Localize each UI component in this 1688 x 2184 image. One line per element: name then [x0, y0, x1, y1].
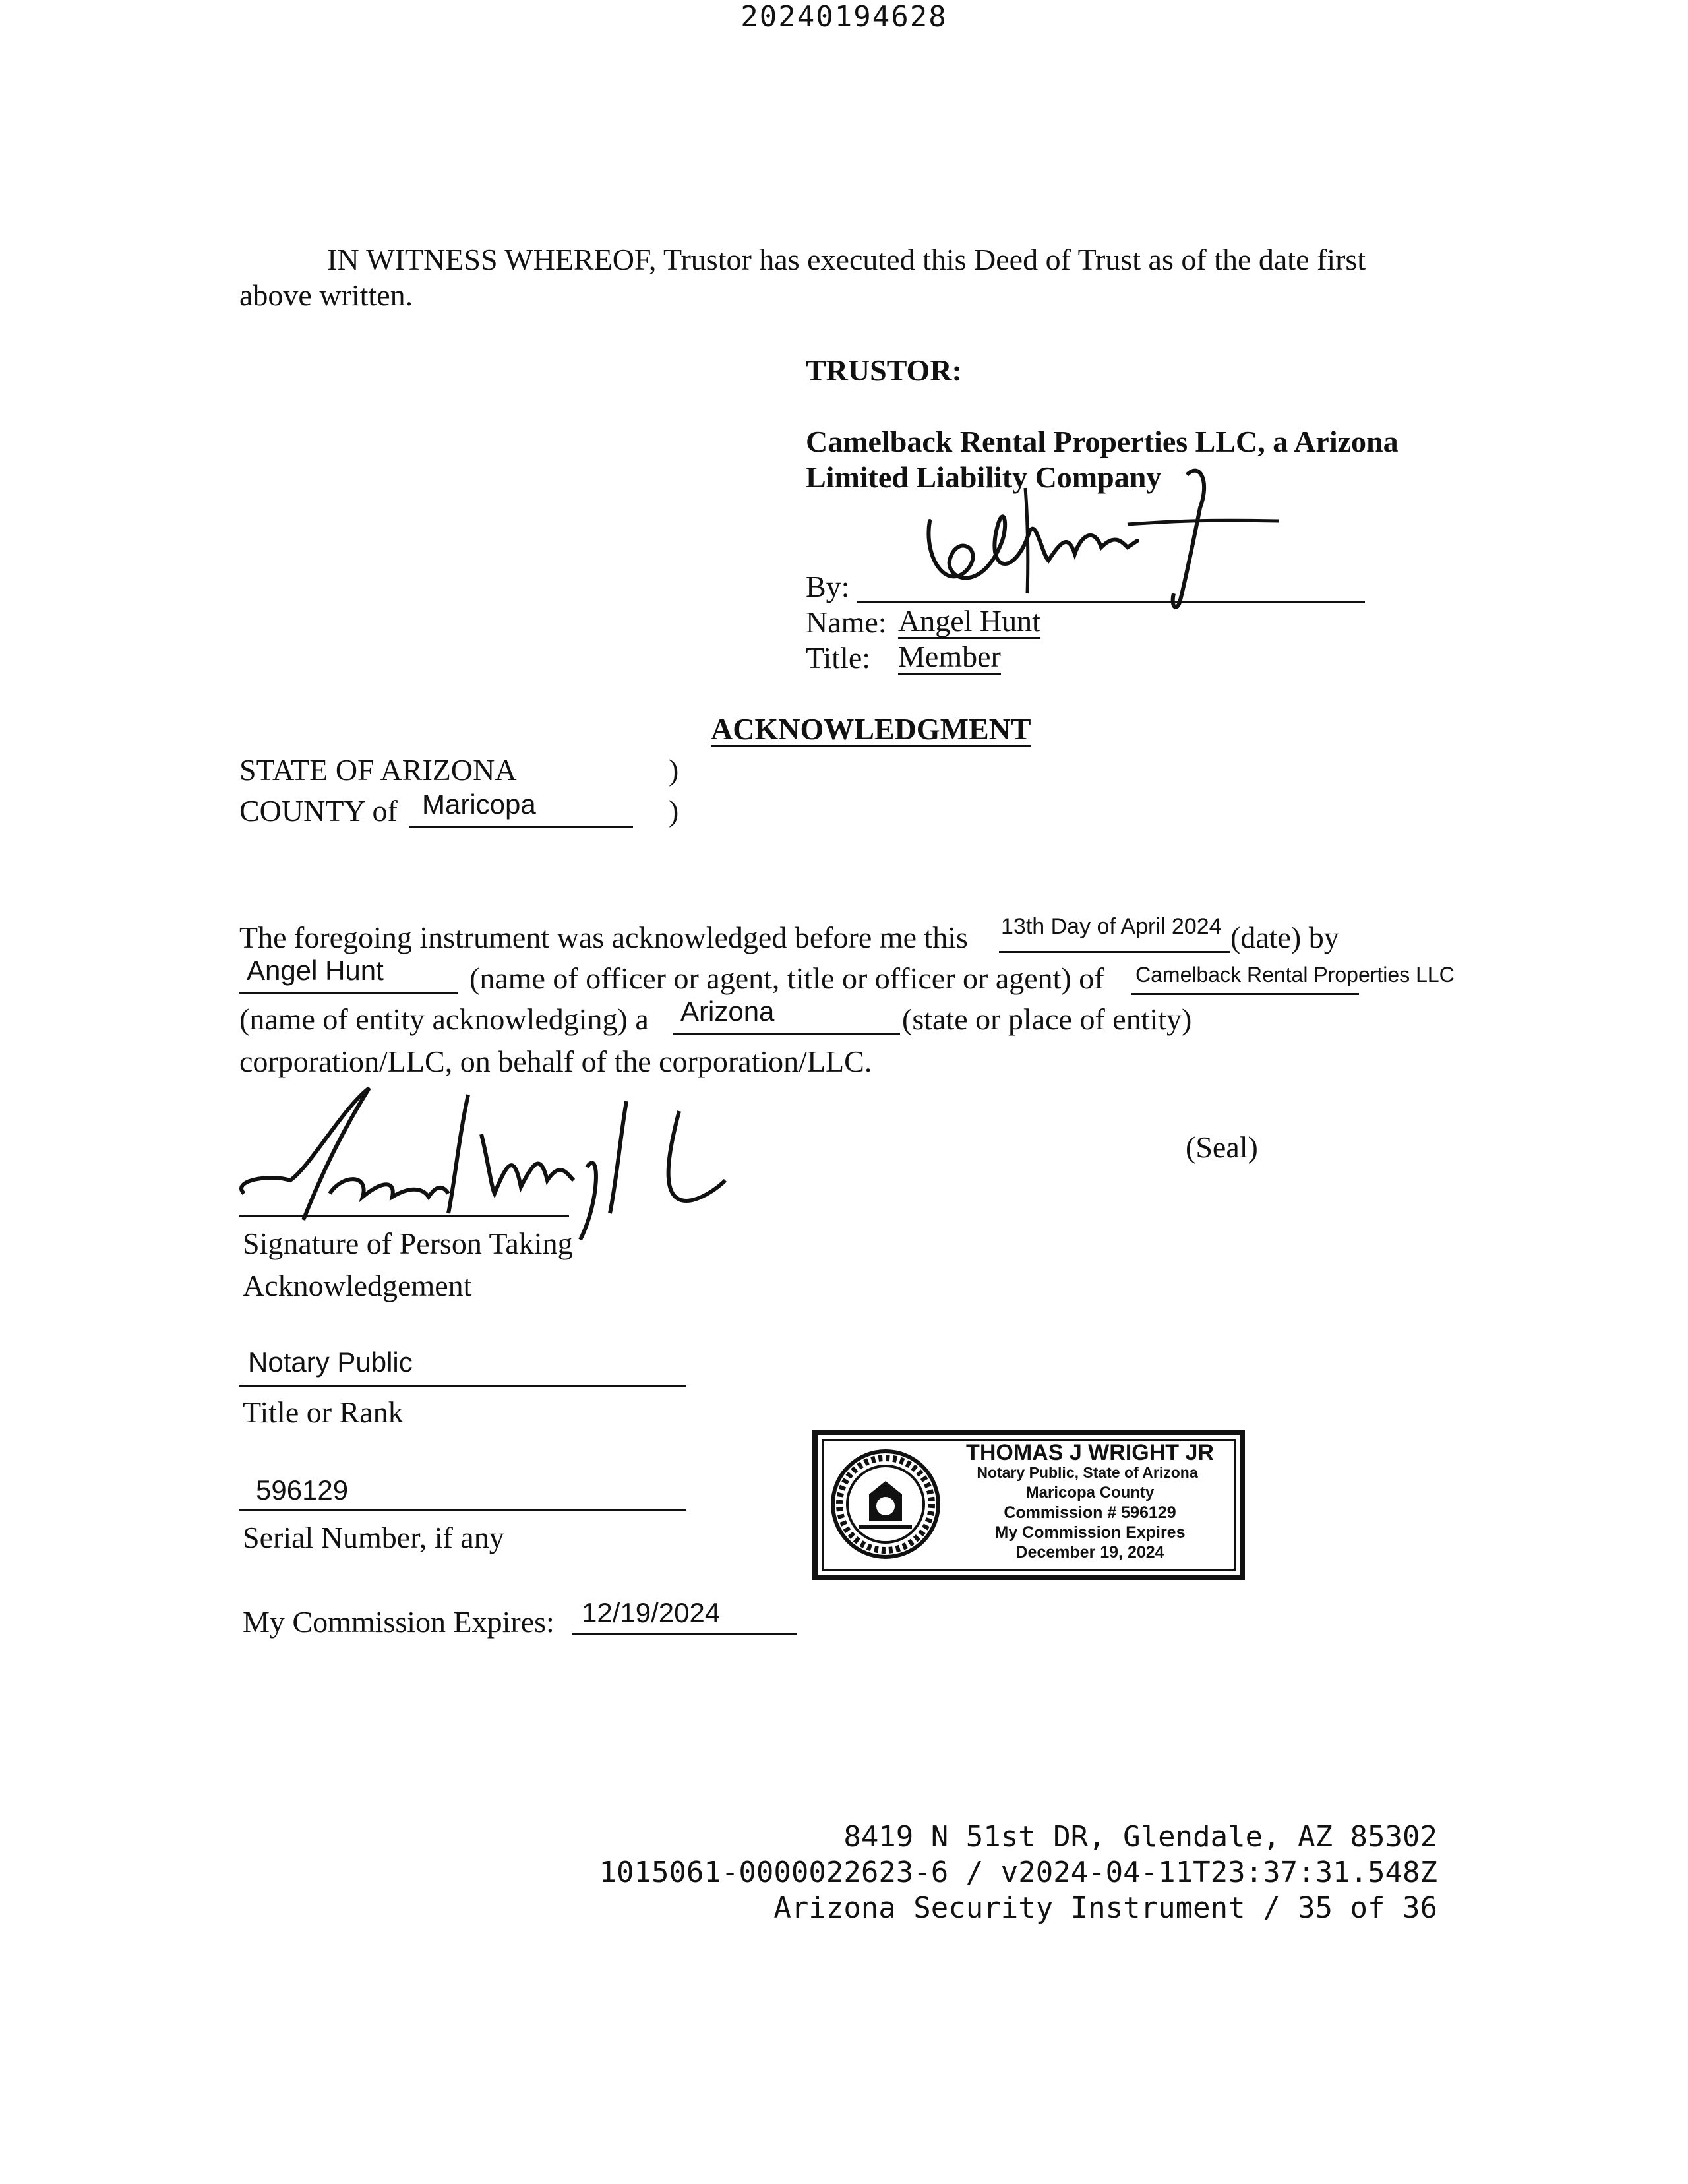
ack-officer-value: Angel Hunt [247, 955, 384, 986]
stamp-line-4: Commission # 596129 [1004, 1503, 1176, 1522]
notary-title-caption: Title or Rank [243, 1395, 404, 1429]
state-seal-icon [829, 1448, 942, 1560]
trustor-signature [910, 462, 1306, 620]
seal-label: (Seal) [1186, 1130, 1258, 1164]
stamp-line-6: December 19, 2024 [1015, 1543, 1164, 1562]
trustor-entity-line-1: Camelback Rental Properties LLC, a Arizona [806, 425, 1399, 458]
ack-entity-value: Camelback Rental Properties LLC [1135, 963, 1455, 986]
footer-page-ref: Arizona Security Instrument / 35 of 36 [773, 1891, 1437, 1925]
by-signature-line [857, 601, 1365, 603]
trustor-heading: TRUSTOR: [806, 353, 962, 387]
stamp-line-2: Notary Public, State of Arizona [977, 1464, 1198, 1481]
ack-para-line-1b: (date) by [1230, 921, 1339, 954]
stamp-name: THOMAS J WRIGHT JR [966, 1440, 1214, 1465]
name-value: Angel Hunt [898, 605, 1040, 639]
ack-para-line-4: corporation/LLC, on behalf of the corporation/LLC. [239, 1045, 872, 1078]
name-label: Name: [806, 605, 887, 639]
serial-caption: Serial Number, if any [243, 1521, 504, 1554]
county-underline [409, 826, 633, 828]
recording-number: 20240194628 [740, 0, 948, 34]
expires-value: 12/19/2024 [582, 1597, 721, 1628]
ack-state-value: Arizona [680, 996, 775, 1027]
by-label: By: [806, 570, 850, 603]
ack-state-underline [673, 1033, 900, 1035]
witness-line-2: above written. [239, 278, 413, 312]
county-value: Maricopa [422, 789, 536, 820]
ack-para-line-1a: The foregoing instrument was acknowledged before me this [239, 921, 968, 954]
county-label: COUNTY of [239, 794, 398, 828]
trustor-entity-line-2: Limited Liability Company [806, 460, 1162, 494]
ack-para-line-3b: (state or place of entity) [902, 1002, 1192, 1036]
ack-date-underline [999, 951, 1230, 953]
ack-date-value: 13th Day of April 2024 [1001, 914, 1222, 939]
ack-para-line-2: (name of officer or agent, title or officer or agent) of [469, 961, 1104, 995]
footer-address: 8419 N 51st DR, Glendale, AZ 85302 [843, 1820, 1437, 1854]
title-label: Title: [806, 641, 871, 675]
notary-title-value: Notary Public [248, 1347, 413, 1378]
witness-line-1: IN WITNESS WHEREOF, Trustor has executed this Deed of Trust as of the date first [327, 243, 1366, 276]
notary-signature-line [239, 1215, 569, 1217]
notary-title-underline [239, 1385, 686, 1387]
notary-stamp [812, 1430, 1245, 1580]
footer-loan-ref: 1015061-0000022623-6 / v2024-04-11T23:37:31.548Z [599, 1856, 1437, 1889]
acknowledgment-heading: ACKNOWLEDGMENT [711, 713, 1031, 747]
sig-caption-1: Signature of Person Taking [243, 1227, 573, 1260]
title-value: Member [898, 641, 1001, 675]
ack-entity-underline [1131, 993, 1359, 995]
serial-underline [239, 1509, 686, 1511]
stamp-line-5: My Commission Expires [994, 1523, 1186, 1542]
county-paren: ) [669, 794, 679, 828]
sig-caption-2: Acknowledgement [243, 1269, 472, 1302]
state-paren: ) [669, 753, 679, 787]
expires-underline [572, 1633, 797, 1635]
serial-value: 596129 [256, 1474, 349, 1505]
stamp-line-3: Maricopa County [1025, 1484, 1155, 1502]
ack-officer-underline [239, 992, 458, 994]
expires-label: My Commission Expires: [243, 1605, 555, 1639]
ack-para-line-3a: (name of entity acknowledging) a [239, 1002, 649, 1036]
state-line: STATE OF ARIZONA [239, 753, 517, 787]
